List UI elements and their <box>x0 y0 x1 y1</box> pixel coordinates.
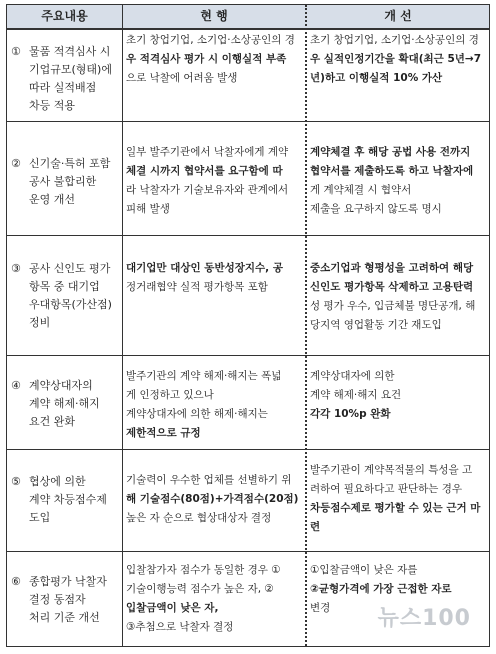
table-row-1-item <box>7 43 122 115</box>
current-text-line: ③추첨으로 낙찰자 결정 <box>126 621 234 633</box>
improve-text-line: 신인도 평가항목 삭제하고 고용탄력 <box>310 281 474 293</box>
current-text-line: 기술이행능력 점수가 높은 자, ② <box>126 583 274 595</box>
improve-text-line: 련 <box>310 521 321 533</box>
current-text-line: 정거래협약 실적 평가항목 포함 <box>126 281 268 293</box>
row-number: ⑤ <box>11 475 21 488</box>
current-text-line: 해 기술점수(80점)+가격점수(20점) <box>126 493 299 505</box>
header-current: 현 행 <box>200 9 228 23</box>
header-improve: 개 선 <box>384 9 412 23</box>
improve-text-line: 차등점수제로 평가할 수 있는 근거 마 <box>310 502 481 514</box>
current-text-line: 계약상대자에 의한 해제·해지는 <box>126 408 268 420</box>
row-title-line: 차등 적용 <box>29 99 76 112</box>
table-row-2-current <box>123 143 305 219</box>
improve-text-line: 협약서를 제출하도록 하고 낙찰자에 <box>310 165 474 177</box>
row-title-line: 운영 개선 <box>29 193 76 206</box>
row-title-line: 공사 신인도 평가 <box>29 262 111 275</box>
row-title-line: 신기술·특허 포함 <box>29 157 111 170</box>
improve-text-line: 당지역 영업활동 기간 재도입 <box>310 319 442 331</box>
row-divider <box>7 235 489 236</box>
current-text-line: 으로 낙찰에 어려움 발생 <box>126 72 238 84</box>
improve-text-line: ②균형가격에 가장 근접한 자로 <box>310 583 452 595</box>
row-title-line: 공사 불합리한 <box>29 175 97 188</box>
current-text-line: 체결 시까지 협약서를 요구함에 따 <box>126 165 283 177</box>
table-row-1-improve <box>307 31 489 88</box>
improve-text-line: 게 계약체결 시 협약서 <box>310 184 412 196</box>
improve-text-line: 계약상대자에 의한 <box>310 370 395 382</box>
current-text-line: 높은 자 순으로 협상대상자 결정 <box>126 512 272 524</box>
improve-text-line: 년)하고 이행실적 10% 가산 <box>310 72 443 84</box>
improve-text-line: 제출을 요구하지 않도록 명시 <box>310 203 442 215</box>
improve-text-line: 우 실적인정기간을 확대(최근 5년→7 <box>310 53 482 65</box>
row-number: ④ <box>11 379 21 392</box>
table-row-4-current <box>123 367 305 443</box>
current-text-line: 라 낙찰자가 기술보유자와 관계에서 <box>126 184 289 196</box>
table-row-3-item <box>7 260 122 332</box>
header-item: 주요내용 <box>41 9 88 23</box>
table-row-3-improve <box>307 259 489 335</box>
table-row-5-improve <box>307 461 489 537</box>
row-title-line: 결정 동점자 <box>29 593 86 606</box>
row-title-line: 따라 실적배점 <box>29 81 97 94</box>
row-title-line: 도입 <box>29 511 51 524</box>
row-number: ⑥ <box>11 575 21 588</box>
current-text-line: 제한적으로 규정 <box>126 427 201 439</box>
row-number: ① <box>11 45 21 58</box>
row-title-line: 우대항목(가산점) <box>29 298 112 311</box>
reform-comparison-table <box>6 4 490 647</box>
improve-text-line: 려하여 필요하다고 판단하는 경우 <box>310 483 463 495</box>
row-title-line: 계약 해제·해지 <box>29 397 100 410</box>
news-watermark-logo: 뉴스100 <box>377 606 471 631</box>
row-title-line: 협상에 의한 <box>29 475 86 488</box>
improve-text-line: 각각 10%p 완화 <box>310 408 391 420</box>
row-title-line: 계약 차등점수제 <box>29 493 107 506</box>
current-text-line: 입찰금액이 낮은 자, <box>126 602 219 614</box>
current-text-line: 초기 창업기업, 소기업·소상공인의 경 <box>126 34 295 46</box>
table-row-2-item <box>7 155 122 209</box>
row-title-line: 처리 기준 개선 <box>29 611 100 624</box>
improve-text-line: 계약체결 후 해당 공법 사용 전까지 <box>310 146 471 158</box>
improve-text-line: ①입찰금액이 낮은 자를 <box>310 564 418 576</box>
row-divider <box>7 121 489 122</box>
current-text-line: 일부 발주기관에서 낙찰자에게 계약 <box>126 146 289 158</box>
improve-text-line: 변경 <box>310 602 331 614</box>
row-title-line: 물품 적격심사 시 <box>29 45 111 58</box>
row-title-line: 기업규모(형태)에 <box>29 63 112 76</box>
table-row-2-improve <box>307 143 489 219</box>
table-row-6-item <box>7 573 122 627</box>
improve-text-line: 성 평가 우수, 입금체불 명단공개, 해 <box>310 300 476 312</box>
row-divider <box>7 355 489 356</box>
improve-text-line: 초기 창업기업, 소기업·소상공인의 경 <box>310 34 479 46</box>
current-text-line: 우 적격심사 평가 시 이행실적 부족 <box>126 53 287 65</box>
current-text-line: 입찰참가자 점수가 동일한 경우 ① <box>126 564 281 576</box>
table-row-6-current <box>123 561 305 637</box>
table-row-3-current <box>123 259 305 297</box>
current-text-line: 기술력이 우수한 업체를 선별하기 위 <box>126 474 292 486</box>
improve-text-line: 중소기업과 형평성을 고려하여 해당 <box>310 262 474 274</box>
table-row-5-current <box>123 471 305 528</box>
improve-text-line: 발주기관이 계약목적물의 특성을 고 <box>310 464 473 476</box>
row-title-line: 요건 완화 <box>29 415 76 428</box>
table-row-4-improve <box>307 367 489 424</box>
table-row-4-item <box>7 377 122 431</box>
current-text-line: 피해 발생 <box>126 203 170 215</box>
row-number: ② <box>11 157 21 170</box>
table-row-1-current <box>123 31 305 88</box>
table-row-5-item <box>7 473 122 527</box>
row-divider <box>7 551 489 552</box>
current-text-line: 발주기관의 계약 해제·해지는 폭넓 <box>126 370 282 382</box>
row-title-line: 계약상대자의 <box>29 379 93 392</box>
row-title-line: 정비 <box>29 316 51 329</box>
column-divider <box>122 5 123 646</box>
current-text-line: 게 인정하고 있으나 <box>126 389 214 401</box>
current-text-line: 대기업만 대상인 동반성장지수, 공 <box>126 262 283 274</box>
row-number: ③ <box>11 262 21 275</box>
row-title-line: 항목 중 대기업 <box>29 280 100 293</box>
improve-text-line: 계약 해제·해지 요건 <box>310 389 402 401</box>
row-divider <box>7 449 489 450</box>
row-title-line: 종합평가 낙찰자 <box>29 575 107 588</box>
